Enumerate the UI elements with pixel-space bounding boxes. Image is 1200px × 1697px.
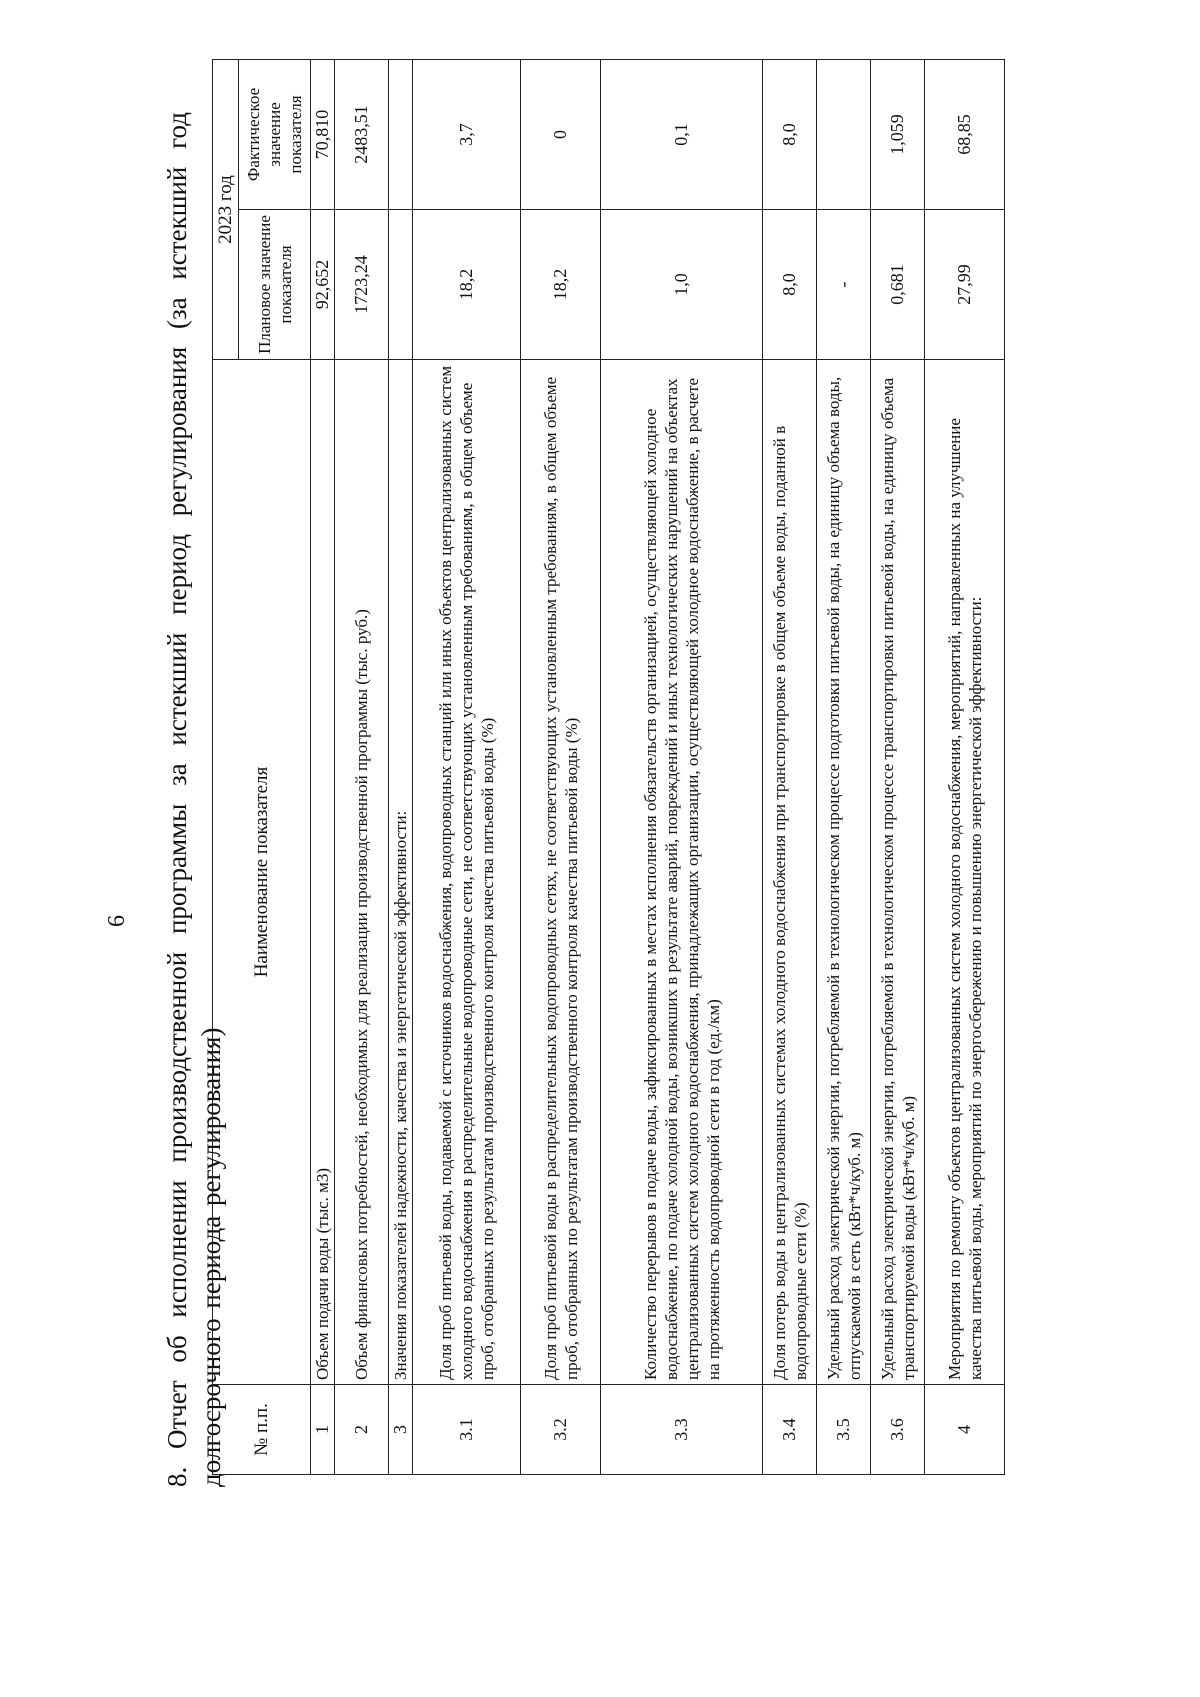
row-fact-value: 0,1 <box>601 59 763 209</box>
row-fact-value: 3,7 <box>413 59 521 209</box>
row-plan-value: 18,2 <box>521 210 601 360</box>
row-fact-value <box>817 59 871 209</box>
row-name: Количество перерывов в подаче воды, зафиксированных в местах исполнения обязательств организацией, осуществляющей холодное водоснабжение, по подаче холодной воды, возникших в результате аварий, повреждений и иных технологических нарушений на объектах централизованных систем холодного водоснабжения, принадлежащих организации, осуществляющей холодное водоснабжение, в расчете на протяженность водопроводной сети в год (ед./км) <box>601 360 763 1385</box>
row-number: 3.3 <box>601 1385 763 1475</box>
header-plan: Плановое значение показателя <box>239 210 311 360</box>
row-number: 3.2 <box>521 1385 601 1475</box>
header-fact: Фактическое значение показателя <box>239 59 311 209</box>
row-fact-value: 8,0 <box>763 59 817 209</box>
header-number: № п.п. <box>213 1385 311 1475</box>
row-name: Значения показателей надежности, качества и энергетической эффективности: <box>389 360 413 1385</box>
row-number: 3.1 <box>413 1385 521 1475</box>
table-row <box>925 59 1005 1474</box>
row-number: 2 <box>335 1385 389 1475</box>
table-row <box>817 59 871 1474</box>
row-plan-value: 1723,24 <box>335 210 389 360</box>
row-plan-value: 1,0 <box>601 210 763 360</box>
row-fact-value <box>389 59 413 209</box>
row-number: 3.4 <box>763 1385 817 1475</box>
row-name: Доля проб питьевой воды, подаваемой с источников водоснабжения, водопроводных станций или иных объектов централизованных систем холодного водоснабжения в распределительные водопроводные сети, не соответствующих установленным требованиям, в общем объеме проб, отобранных по результатам производственного контроля качества питьевой воды (%) <box>413 360 521 1385</box>
row-fact-value: 1,059 <box>871 59 925 209</box>
table-row <box>413 59 521 1474</box>
row-plan-value <box>389 210 413 360</box>
row-number: 3 <box>389 1385 413 1475</box>
row-plan-value: 8,0 <box>763 210 817 360</box>
table-row <box>311 59 335 1474</box>
row-plan-value: - <box>817 210 871 360</box>
row-name: Доля потерь воды в централизованных системах холодного водоснабжения при транспортировке в общем объеме воды, поданной в водопроводные сети (%) <box>763 360 817 1385</box>
table-row <box>601 59 763 1474</box>
row-number: 4 <box>925 1385 1005 1475</box>
row-name: Объем подачи воды (тыс. м3) <box>311 360 335 1385</box>
row-name: Удельный расход электрической энергии, потребляемой в технологическом процессе подготовки питьевой воды, на единицу объема воды, отпускаемой в сеть (кВт*ч/куб. м) <box>817 360 871 1385</box>
row-fact-value: 68,85 <box>925 59 1005 209</box>
row-fact-value: 0 <box>521 59 601 209</box>
table-row <box>389 59 413 1474</box>
table-header-row <box>213 59 239 1474</box>
row-plan-value: 18,2 <box>413 210 521 360</box>
row-plan-value: 92,652 <box>311 210 335 360</box>
page-number: 6 <box>104 915 130 927</box>
row-number: 3.5 <box>817 1385 871 1475</box>
table-row <box>335 59 389 1474</box>
row-plan-value: 27,99 <box>925 210 1005 360</box>
row-name: Мероприятия по ремонту объектов централизованных систем холодного водоснабжения, мероприятий, направленных на улучшение качества питьевой воды, мероприятий по энергосбережению и повышению энергетической эффективности: <box>925 360 1005 1385</box>
document-title: 8. Отчет об исполнении производственной программы за истекший период регулирования (за истекший год долгосрочного периода регулирования) <box>162 112 226 1487</box>
table-row <box>521 59 601 1474</box>
table-row <box>763 59 817 1474</box>
header-name: Наименование показателя <box>213 360 311 1385</box>
row-number: 1 <box>311 1385 335 1475</box>
row-name: Удельный расход электрической энергии, потребляемой в технологическом процессе транспортировки питьевой воды, на единицу объема транспортируемой воды (кВт*ч/куб. м) <box>871 360 925 1385</box>
header-year: 2023 год <box>213 59 239 359</box>
row-name: Объем финансовых потребностей, необходимых для реализации производственной программы (тыс. руб.) <box>335 360 389 1385</box>
row-number: 3.6 <box>871 1385 925 1475</box>
row-fact-value: 2483,51 <box>335 59 389 209</box>
row-plan-value: 0,681 <box>871 210 925 360</box>
row-name: Доля проб питьевой воды в распределительных водопроводных сетях, не соответствующих установленным требованиям, в общем объеме проб, отобранных по результатам производственного контроля качества питьевой воды (%) <box>521 360 601 1385</box>
report-table <box>212 59 1005 1475</box>
table-row <box>871 59 925 1474</box>
row-fact-value: 70,810 <box>311 59 335 209</box>
